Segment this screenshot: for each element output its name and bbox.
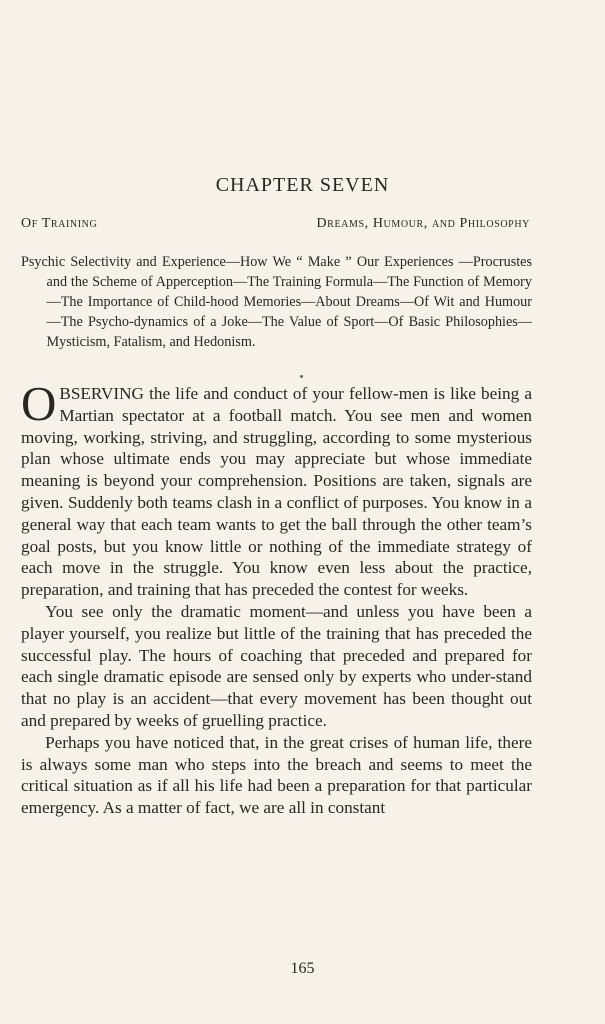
drop-cap: O [21,376,57,431]
running-head-left: Of Training [21,216,98,231]
chapter-synopsis: Psychic Selectivity and Experience—How We “ Make ” Our Experiences —Procrustes and the Scheme of Apperception—The Training Formula—The Function of Memory—The Importance of Child-hood Memories—About Dreams—Of Wit and Humour—The Psycho-dynamics of a Joke—The Value of Sport—Of Basic Philosophies—Mysticism, Fatalism, and Hedonism. [21,254,532,350]
page-number: 165 [290,960,315,977]
section-divider [300,375,303,378]
paragraph-3: Perhaps you have noticed that, in the great crises of human life, there is always some man who steps into the breach and seems to meet the critical situation as if all his life had been a preparation for that particular emergency. As a matter of fact, we are all in constant [21,732,532,818]
running-head-right: Dreams, Humour, and Philosophy [316,216,530,231]
paragraph-1-text: BSERVING the life and conduct of your fellow-men is like being a Martian spectator at a football match. You see men and women moving, working, striving, and struggling, according to some mysterious plan whose ultimate ends you may appreciate but whose immediate meaning is beyond your comprehension. Positions are taken, signals are given. Suddenly both teams clash in a conflict of purposes. You know in a general way that each team wants to get the ball through the other team’s goal posts, but you know little or nothing of the immediate strategy of each move in the struggle. You know even less about the practice, preparation, and training that has preceded the contest for weeks. [21,384,532,600]
running-head [21,216,530,232]
chapter-title: CHAPTER SEVEN [215,174,390,196]
paragraph-1 [21,376,532,601]
paragraph-2: You see only the dramatic moment—and unless you have been a player yourself, you realize but little of the training that has preceded the successful play. The hours of coaching that preceded and prepared for each single dramatic episode are sensed only by experts who under-stand that no play is an accident—that every movement has been thought out and prepared by weeks of gruelling practice. [21,601,532,730]
body-text [21,376,532,819]
